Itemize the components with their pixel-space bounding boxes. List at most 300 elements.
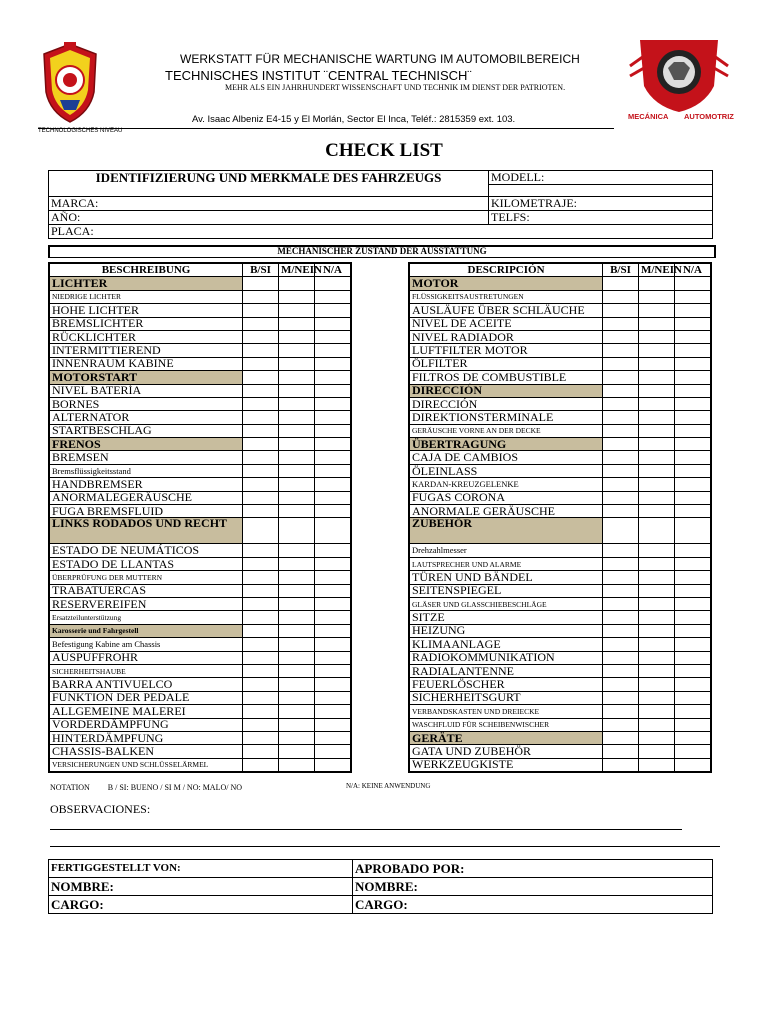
na-check-cell[interactable] [674,691,711,704]
item-label: FLÜSSIGKEITSAUSTRETUNGEN [409,290,603,303]
bsi-check-cell[interactable] [603,544,639,557]
bsi-check-cell[interactable] [603,411,639,424]
na-check-cell[interactable] [674,317,711,330]
na-check-cell[interactable] [314,478,351,491]
na-check-cell[interactable] [674,397,711,410]
bsi-check-cell[interactable] [603,478,639,491]
na-check-cell[interactable] [674,304,711,317]
item-label: WASCHFLUID FÜR SCHEIBENWISCHER [409,718,603,731]
section-label: LICHTER [49,277,243,290]
column-header: BESCHREIBUNG [49,263,243,277]
mnein-check-cell[interactable] [638,638,674,651]
mnein-check-cell[interactable] [278,678,314,691]
na-check-cell[interactable] [314,330,351,343]
mnein-check-cell[interactable] [278,624,314,637]
signature-table [48,859,713,914]
item-label: TRABATUERCAS [49,584,243,597]
na-check-cell[interactable] [674,451,711,464]
na-check-cell[interactable] [674,624,711,637]
mnein-check-cell[interactable] [278,371,314,384]
table-row [49,664,351,677]
mnein-check-cell[interactable] [278,330,314,343]
na-check-cell[interactable] [314,464,351,477]
bsi-check-cell[interactable] [603,518,639,544]
na-check-cell[interactable] [314,638,351,651]
mnein-check-cell[interactable] [638,384,674,397]
logo-text-left: MECÁNICA [628,112,669,121]
na-check-cell[interactable] [314,584,351,597]
mnein-check-cell[interactable] [638,438,674,451]
bsi-check-cell[interactable] [243,438,279,451]
bsi-check-cell[interactable] [243,464,279,477]
na-check-cell[interactable] [314,371,351,384]
mnein-check-cell[interactable] [278,304,314,317]
na-check-cell[interactable] [314,557,351,570]
observations-line-1[interactable] [50,829,682,830]
na-check-cell[interactable] [314,758,351,772]
bsi-check-cell[interactable] [603,384,639,397]
modell-field-extra[interactable] [489,185,713,197]
page-title: CHECK LIST [325,140,443,161]
bsi-check-cell[interactable] [603,758,639,772]
table-row [49,651,351,664]
bsi-check-cell[interactable] [603,584,639,597]
item-label: RESERVEREIFEN [49,597,243,610]
table-row [49,330,351,343]
mnein-check-cell[interactable] [638,330,674,343]
table-row [409,571,711,584]
mnein-check-cell[interactable] [638,478,674,491]
na-check-cell[interactable] [674,638,711,651]
na-check-cell[interactable] [674,571,711,584]
bsi-check-cell[interactable] [603,745,639,758]
mnein-check-cell[interactable] [638,745,674,758]
observations-label: OBSERVACIONES: [50,802,151,816]
item-label: BREMSEN [49,451,243,464]
table-row [409,290,711,303]
mnein-check-cell[interactable] [638,424,674,437]
mnein-check-cell[interactable] [638,357,674,370]
mnein-check-cell[interactable] [278,584,314,597]
table-row [49,758,351,772]
mnein-check-cell[interactable] [638,678,674,691]
bsi-check-cell[interactable] [243,758,279,772]
na-check-cell[interactable] [674,745,711,758]
na-check-cell[interactable] [674,330,711,343]
table-row [409,678,711,691]
mnein-check-cell[interactable] [638,371,674,384]
mnein-check-cell[interactable] [278,571,314,584]
bsi-check-cell[interactable] [243,518,279,544]
mnein-check-cell[interactable] [278,745,314,758]
mnein-check-cell[interactable] [278,505,314,518]
placa-field[interactable]: PLACA: [49,225,713,239]
bsi-check-cell[interactable] [243,718,279,731]
item-label: LAUTSPRECHER UND ALARME [409,557,603,570]
bsi-check-cell[interactable] [603,705,639,718]
bsi-check-cell[interactable] [243,678,279,691]
column-header: B/SI [243,263,279,277]
bsi-check-cell[interactable] [603,277,639,290]
na-check-cell[interactable] [674,584,711,597]
na-check-cell[interactable] [314,678,351,691]
na-check-cell[interactable] [674,718,711,731]
mnein-check-cell[interactable] [638,664,674,677]
mnein-check-cell[interactable] [278,397,314,410]
na-check-cell[interactable] [314,277,351,290]
bsi-check-cell[interactable] [603,438,639,451]
bsi-check-cell[interactable] [243,290,279,303]
mnein-check-cell[interactable] [638,411,674,424]
na-check-cell[interactable] [674,357,711,370]
na-check-cell[interactable] [314,731,351,744]
mnein-check-cell[interactable] [278,384,314,397]
bsi-check-cell[interactable] [603,344,639,357]
item-label: TÜREN UND BÄNDEL [409,571,603,584]
item-label: BORNES [49,397,243,410]
bsi-check-cell[interactable] [603,317,639,330]
bsi-check-cell[interactable] [243,691,279,704]
table-row [409,758,711,772]
mnein-check-cell[interactable] [278,478,314,491]
table-row [49,611,351,624]
mnein-check-cell[interactable] [278,290,314,303]
bsi-check-cell[interactable] [603,664,639,677]
table-row [49,718,351,731]
na-check-cell[interactable] [674,505,711,518]
na-check-cell[interactable] [314,664,351,677]
table-row [49,544,351,557]
na-check-cell[interactable] [674,705,711,718]
mnein-check-cell[interactable] [638,451,674,464]
na-check-cell[interactable] [674,597,711,610]
table-row [409,691,711,704]
na-check-cell[interactable] [314,651,351,664]
na-check-cell[interactable] [314,438,351,451]
na-check-cell[interactable] [674,438,711,451]
bsi-check-cell[interactable] [603,397,639,410]
item-label: CAJA DE CAMBIOS [409,451,603,464]
item-label: SEITENSPIEGEL [409,584,603,597]
mnein-check-cell[interactable] [638,290,674,303]
na-check-cell[interactable] [674,491,711,504]
bsi-check-cell[interactable] [243,344,279,357]
mnein-check-cell[interactable] [278,731,314,744]
na-check-cell[interactable] [674,371,711,384]
bsi-check-cell[interactable] [243,664,279,677]
table-row [409,371,711,384]
mnein-check-cell[interactable] [278,651,314,664]
na-check-cell[interactable] [674,731,711,744]
na-check-cell[interactable] [674,611,711,624]
bsi-check-cell[interactable] [243,317,279,330]
marca-field[interactable]: MARCA: [49,197,489,211]
na-check-cell[interactable] [674,678,711,691]
bsi-check-cell[interactable] [243,624,279,637]
header-divider [38,128,614,129]
bsi-check-cell[interactable] [243,277,279,290]
table-row [409,597,711,610]
mnein-check-cell[interactable] [278,611,314,624]
bsi-check-cell[interactable] [243,384,279,397]
column-header: N/A [314,263,351,277]
mnein-check-cell[interactable] [638,705,674,718]
bsi-check-cell[interactable] [603,691,639,704]
na-check-cell[interactable] [674,411,711,424]
na-check-cell[interactable] [314,411,351,424]
na-check-cell[interactable] [314,317,351,330]
mnein-check-cell[interactable] [278,357,314,370]
mnein-check-cell[interactable] [278,638,314,651]
table-row [49,557,351,570]
item-label: INNENRAUM KABINE [49,357,243,370]
mnein-check-cell[interactable] [638,597,674,610]
na-check-cell[interactable] [314,397,351,410]
bsi-check-cell[interactable] [243,451,279,464]
bsi-check-cell[interactable] [603,371,639,384]
bsi-check-cell[interactable] [603,491,639,504]
bsi-check-cell[interactable] [603,731,639,744]
bsi-check-cell[interactable] [603,290,639,303]
mnein-check-cell[interactable] [278,518,314,544]
bsi-check-cell[interactable] [243,571,279,584]
item-label: RADIOKOMMUNIKATION [409,651,603,664]
mnein-check-cell[interactable] [278,451,314,464]
section-row [49,371,351,384]
table-row [49,464,351,477]
na-check-cell[interactable] [314,718,351,731]
mnein-check-cell[interactable] [638,624,674,637]
mnein-check-cell[interactable] [638,557,674,570]
item-label: VERBANDSKASTEN UND DREIECKE [409,705,603,718]
na-check-cell[interactable] [314,290,351,303]
name-field-right[interactable]: NOMBRE: [353,878,713,896]
na-check-cell[interactable] [314,451,351,464]
bsi-check-cell[interactable] [243,651,279,664]
mnein-check-cell[interactable] [278,691,314,704]
na-check-cell[interactable] [314,344,351,357]
bsi-check-cell[interactable] [243,731,279,744]
automotive-logo [624,36,734,122]
section-label: MOTORSTART [49,371,243,384]
ano-field[interactable]: AÑO: [49,211,489,225]
item-label: KLIMAANLAGE [409,638,603,651]
na-check-cell[interactable] [674,277,711,290]
item-label: NIVEL BATERÍA [49,384,243,397]
mnein-check-cell[interactable] [278,464,314,477]
na-check-cell[interactable] [314,597,351,610]
bsi-check-cell[interactable] [243,544,279,557]
table-row [49,731,351,744]
mnein-check-cell[interactable] [278,438,314,451]
mnein-check-cell[interactable] [638,651,674,664]
notation-legend: NOTATION B / SI: BUENO / SI M / NO: MALO/ NO [50,783,243,792]
bsi-check-cell[interactable] [603,638,639,651]
mnein-check-cell[interactable] [638,758,674,772]
na-check-cell[interactable] [314,384,351,397]
mnein-check-cell[interactable] [278,544,314,557]
na-check-cell[interactable] [674,344,711,357]
bsi-check-cell[interactable] [243,304,279,317]
table-row [49,290,351,303]
approved-by-field[interactable]: APROBADO POR: [353,860,713,878]
mnein-check-cell[interactable] [638,544,674,557]
header-line-3: MEHR ALS EIN JAHRHUNDERT WISSENSCHAFT UND TECHNIK IM DIENST DER PATRIOTEN. [225,83,566,92]
item-label: KARDAN-KREUZGELENKE [409,478,603,491]
column-header: B/SI [603,263,639,277]
na-check-cell[interactable] [314,424,351,437]
item-label: FUGA BREMSFLUID [49,505,243,518]
na-check-cell[interactable] [674,518,711,544]
mnein-check-cell[interactable] [638,505,674,518]
mnein-check-cell[interactable] [638,611,674,624]
bsi-check-cell[interactable] [243,597,279,610]
bsi-check-cell[interactable] [243,638,279,651]
mnein-check-cell[interactable] [278,664,314,677]
bsi-check-cell[interactable] [243,371,279,384]
logo-text-right: AUTOMOTRIZ [684,112,734,121]
mnein-check-cell[interactable] [278,344,314,357]
bsi-check-cell[interactable] [603,330,639,343]
observations-line-2[interactable] [50,846,720,847]
table-row [49,691,351,704]
mnein-check-cell[interactable] [638,584,674,597]
bsi-check-cell[interactable] [243,330,279,343]
mnein-check-cell[interactable] [638,571,674,584]
bsi-check-cell[interactable] [243,745,279,758]
name-field-left[interactable]: NOMBRE: [49,878,353,896]
na-check-cell[interactable] [314,745,351,758]
na-check-cell[interactable] [674,758,711,772]
bsi-check-cell[interactable] [243,357,279,370]
na-check-cell[interactable] [314,611,351,624]
mnein-check-cell[interactable] [278,758,314,772]
item-label: ALLGEMEINE MALEREI [49,705,243,718]
item-label: Ersatzteilunterstützung [49,611,243,624]
na-check-cell[interactable] [674,664,711,677]
mnein-check-cell[interactable] [638,464,674,477]
bsi-check-cell[interactable] [603,718,639,731]
bsi-check-cell[interactable] [243,411,279,424]
position-field-left[interactable]: CARGO: [49,896,353,914]
mnein-check-cell[interactable] [638,317,674,330]
table-row [49,584,351,597]
mnein-check-cell[interactable] [278,424,314,437]
na-check-cell[interactable] [674,651,711,664]
bsi-check-cell[interactable] [603,464,639,477]
bsi-check-cell[interactable] [603,304,639,317]
table-row [409,330,711,343]
section-row [409,277,711,290]
mnein-check-cell[interactable] [278,411,314,424]
na-check-cell[interactable] [674,478,711,491]
table-row [409,664,711,677]
bsi-check-cell[interactable] [243,491,279,504]
table-row [409,745,711,758]
na-check-cell[interactable] [314,624,351,637]
item-label: VORDERDÄMPFUNG [49,718,243,731]
mnein-check-cell[interactable] [638,344,674,357]
mnein-check-cell[interactable] [638,731,674,744]
telfs-field[interactable]: TELFS: [489,211,713,225]
na-check-cell[interactable] [314,705,351,718]
mnein-check-cell[interactable] [278,705,314,718]
mnein-check-cell[interactable] [278,277,314,290]
bsi-check-cell[interactable] [243,397,279,410]
na-check-cell[interactable] [314,304,351,317]
na-check-cell[interactable] [674,290,711,303]
mnein-check-cell[interactable] [278,557,314,570]
bsi-check-cell[interactable] [603,557,639,570]
bsi-check-cell[interactable] [243,424,279,437]
mnein-check-cell[interactable] [638,277,674,290]
item-label: ÖLFILTER [409,357,603,370]
section-label: GERÄTE [409,731,603,744]
mnein-check-cell[interactable] [278,718,314,731]
mnein-check-cell[interactable] [278,597,314,610]
tech-level-label: TECHNOLOGISCHES NIVEAU [38,128,123,134]
bsi-check-cell[interactable] [243,611,279,624]
bsi-check-cell[interactable] [243,505,279,518]
bsi-check-cell[interactable] [603,678,639,691]
bsi-check-cell[interactable] [243,705,279,718]
na-check-cell[interactable] [314,571,351,584]
kilometraje-field[interactable]: KILOMETRAJE: [489,197,713,211]
vehicle-identification-table [48,170,713,239]
na-check-cell[interactable] [314,357,351,370]
bsi-check-cell[interactable] [603,611,639,624]
mnein-check-cell[interactable] [638,491,674,504]
bsi-check-cell[interactable] [243,557,279,570]
mnein-check-cell[interactable] [638,397,674,410]
na-check-cell[interactable] [314,505,351,518]
mnein-check-cell[interactable] [638,304,674,317]
na-check-cell[interactable] [314,691,351,704]
mnein-check-cell[interactable] [278,317,314,330]
table-row [49,317,351,330]
bsi-check-cell[interactable] [603,597,639,610]
na-check-cell[interactable] [314,491,351,504]
na-check-cell[interactable] [314,544,351,557]
bsi-check-cell[interactable] [603,571,639,584]
item-label: ANORMALEGERÄUSCHE [49,491,243,504]
section-label: LINKS RODADOS UND RECHT [49,518,243,544]
na-check-cell[interactable] [674,544,711,557]
position-field-right[interactable]: CARGO: [353,896,713,914]
na-check-cell[interactable] [674,424,711,437]
na-check-cell[interactable] [674,557,711,570]
bsi-check-cell[interactable] [603,505,639,518]
bsi-check-cell[interactable] [243,478,279,491]
mnein-check-cell[interactable] [638,691,674,704]
bsi-check-cell[interactable] [603,357,639,370]
mnein-check-cell[interactable] [638,518,674,544]
completed-by-field[interactable]: FERTIGGESTELLT VON: [49,860,353,878]
bsi-check-cell[interactable] [603,624,639,637]
section-label: Karosserie und Fahrgestell [49,624,243,637]
na-check-cell[interactable] [314,518,351,544]
bsi-check-cell[interactable] [243,584,279,597]
bsi-check-cell[interactable] [603,451,639,464]
mnein-check-cell[interactable] [278,491,314,504]
modell-field[interactable]: MODELL: [489,171,713,185]
bsi-check-cell[interactable] [603,651,639,664]
na-check-cell[interactable] [674,384,711,397]
mnein-check-cell[interactable] [638,718,674,731]
item-label: RÜCKLICHTER [49,330,243,343]
bsi-check-cell[interactable] [603,424,639,437]
na-check-cell[interactable] [674,464,711,477]
